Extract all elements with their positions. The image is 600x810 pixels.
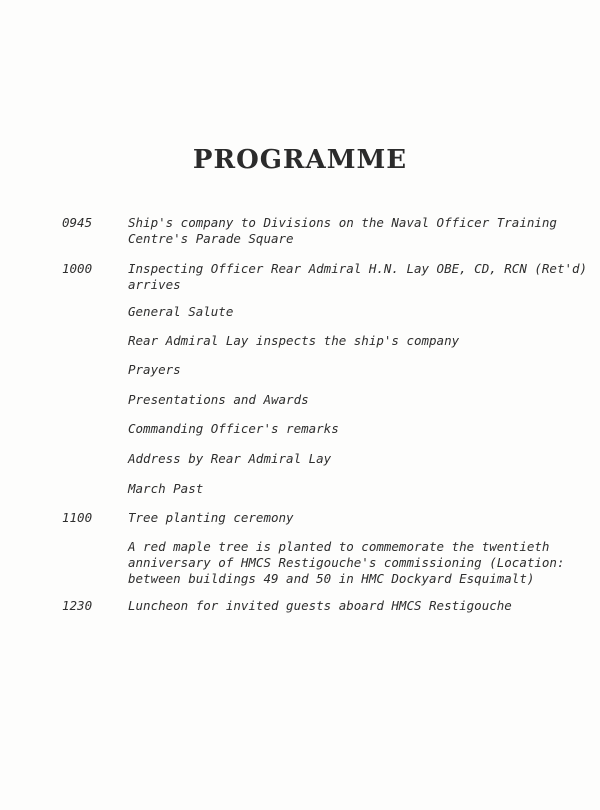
entry-line: Presentations and Awards <box>128 392 309 407</box>
entry-line: Luncheon for invited guests aboard HMCS Restigouche <box>128 598 512 613</box>
entry-description <box>128 451 568 467</box>
entry-line: March Past <box>128 481 204 496</box>
entry-description <box>128 304 568 320</box>
entry-time: 1230 <box>62 598 93 613</box>
entry-description <box>128 333 568 349</box>
entry-description <box>128 510 568 526</box>
entry-line: General Salute <box>128 304 234 319</box>
entry-time: 0945 <box>62 215 93 230</box>
entry-time: 1100 <box>62 510 93 525</box>
entry-line: Address by Rear Admiral Lay <box>128 451 332 466</box>
entry-line: Tree planting ceremony <box>128 510 294 525</box>
entry-time: 1000 <box>62 261 93 276</box>
entry-description <box>128 421 568 437</box>
entry-line: Centre's Parade Square <box>128 231 294 246</box>
entry-description <box>128 481 568 497</box>
entry-line: A red maple tree is planted to commemorate the twentieth <box>128 539 550 554</box>
entry-description <box>128 261 588 293</box>
entry-line: Prayers <box>128 362 181 377</box>
entry-line: Commanding Officer's remarks <box>128 421 339 436</box>
entry-description <box>128 598 568 614</box>
entry-line: Rear Admiral Lay inspects the ship's company <box>128 333 460 348</box>
entry-line: anniversary of HMCS Restigouche's commissioning (Location: <box>128 555 565 570</box>
entry-description <box>128 215 568 247</box>
entry-line: Ship's company to Divisions on the Naval Officer Training <box>128 215 557 230</box>
entry-description <box>128 539 568 587</box>
entry-line: between buildings 49 and 50 in HMC Dockyard Esquimalt) <box>128 571 535 586</box>
entry-description <box>128 362 568 378</box>
entry-description <box>128 392 568 408</box>
entry-line: arrives <box>128 277 181 292</box>
page-title: PROGRAMME <box>192 145 408 175</box>
entry-line: Inspecting Officer Rear Admiral H.N. Lay OBE, CD, RCN (Ret'd) <box>128 261 588 276</box>
